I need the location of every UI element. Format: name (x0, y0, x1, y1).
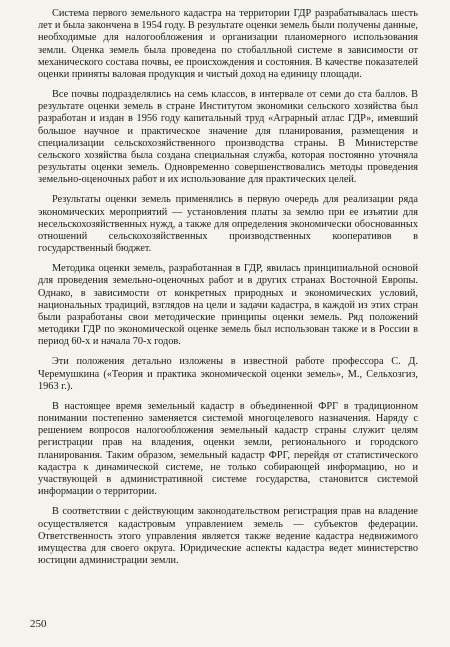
paragraph-4: Методика оценки земель, разработанная в ГДР, явилась принципиальной основой для проведения земельно-оценочных работ и в других странах Восточной Европы. Однако, в зависимости от конкретных природных и экономических условий, национальных традиций, взглядов на цели и задачи кадастра, в каждой из этих стран были разработаны свои методические принципы оценки земель. Ряд положений методики ГДР по экономической оценке земель был использован также и в России в период 60-х и начала 70-х годов. (38, 263, 418, 348)
page-number: 250 (30, 618, 47, 630)
paragraph-1: Система первого земельного кадастра на территории ГДР разрабатывалась шесть лет и была закончена в 1954 году. В результате оценки земель были получены данные, необходимые для налогообложения и организации планомерного использования земли. Оценка земель была проведена по стобалльной системе в зависимости от механического состава почвы, ее происхождения и состояния. В качестве показателей оценки приняты валовая продукция и чистый доход на единицу площади. (38, 8, 418, 81)
paragraph-3: Результаты оценки земель применялись в первую очередь для реализации ряда экономических мероприятий — установления платы за землю при ее изъятии для несельскохозяйственных нужд, а также для определения экономически обоснованных отношений сельскохозяйственных производственных кооперативов в государственный бюджет. (38, 194, 418, 255)
paragraph-6: В настоящее время земельный кадастр в объединенной ФРГ в традиционном понимании постепенно заменяется системой многоцелевого назначения. Наряду с решением вопросов налогообложения земельный кадастр страны служит целям регистрации прав на владения, оценки земли, регионального и городского планирования. Таким образом, земельный кадастр ФРГ, перейдя от статистического кадастра к динамической системе, не только собирающей информацию, но и участвующей в административной системе государства, становится системой информации о территории. (38, 400, 418, 498)
paragraph-7: В соответствии с действующим законодательством регистрация прав на владение осуществляется кадастровым управлением земель — субъектов федерации. Ответственность этого управления является также ведение кадастра недвижимого имущества для своего округа. Юридические аспекты кадастра ведет министерство юстиции администрации земли. (38, 506, 418, 567)
paragraph-2: Все почвы подразделялись на семь классов, в интервале от семи до ста баллов. В результате оценки земель в стране Институтом экономики сельского хозяйства был разработан и издан в 1956 году капитальный труд «Аграрный атлас ГДР», имевший большое научное и практическое значение для планирования, размещения и специализации сельскохозяйственного производства страны. В Министерстве сельского хозяйства была создана специальная служба, которая постоянно уточняла результаты оценки земель. Одновременно совершенствовались методы проведения земельно-оценочных работ и их использование для практических целей. (38, 89, 418, 186)
paragraph-5: Эти положения детально изложены в известной работе профессора С. Д. Черемушкина («Теория и практика экономической оценки земель», М., Сельхозгиз, 1963 г.). (38, 356, 418, 392)
